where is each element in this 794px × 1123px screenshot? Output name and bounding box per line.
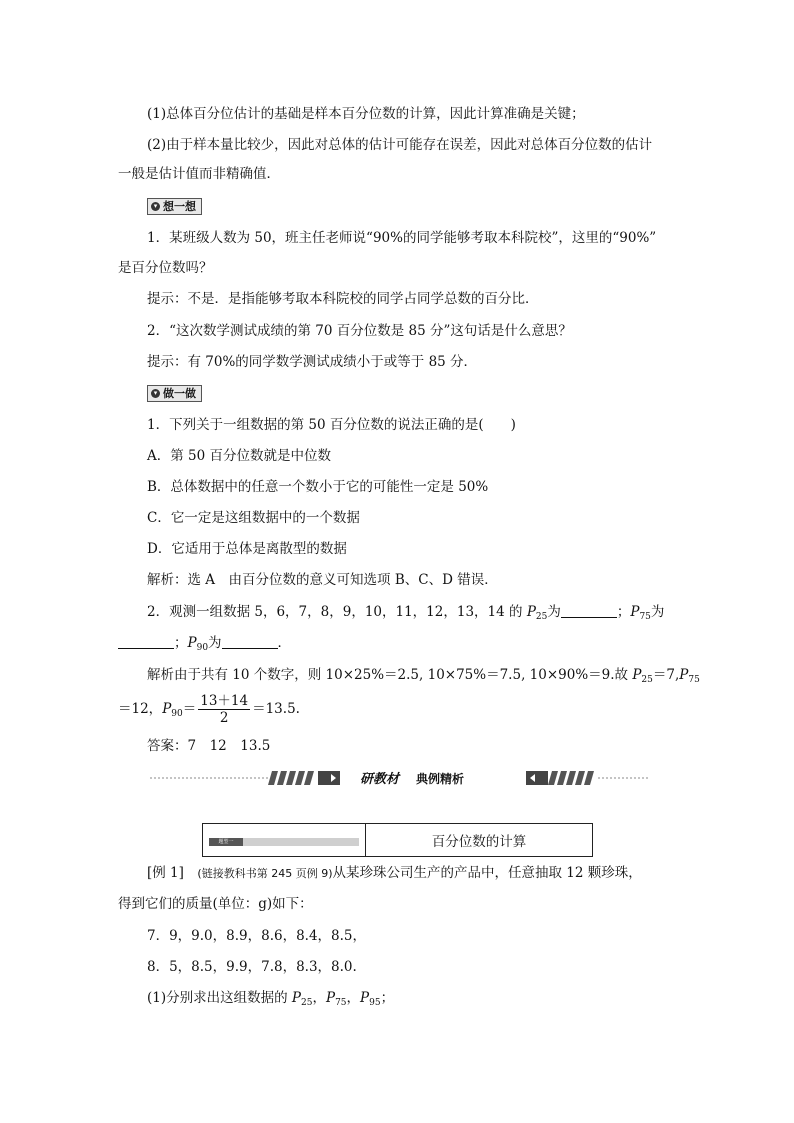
section-header-box <box>202 823 593 857</box>
note-2: (2)由于样本量比较少，因此对总体的估计可能存在误差，因此对总体百分位数的估计 <box>147 137 653 153</box>
p-symbol: P <box>291 990 302 1006</box>
p90-value: ＝13.5. <box>252 701 300 717</box>
section-banner <box>150 768 650 788</box>
banner-title-b: 典例精析 <box>416 772 465 786</box>
p25-subscript: 25 <box>301 998 313 1008</box>
note-1: (1)总体百分位估计的基础是样本百分位数的计算，因此计算准确是关键； <box>147 106 585 122</box>
p90-subscript: 90 <box>171 709 183 719</box>
practice-q2 <box>147 602 664 627</box>
example-question-1 <box>147 988 394 1013</box>
p75-value: ＝12， <box>118 701 163 717</box>
think-tag-label: 想一想 <box>163 200 196 213</box>
option-a: A．第 50 百分位数就是中位数 <box>147 448 332 464</box>
fraction <box>198 693 250 726</box>
section-title: 百分位数的计算 <box>431 834 527 850</box>
p-symbol: P <box>526 604 536 620</box>
p90-subscript: 90 <box>196 643 209 653</box>
semicolon: ； <box>174 635 188 651</box>
option-d: D．它适用于总体是离散型的数据 <box>147 541 347 557</box>
practice-solution-2-cont <box>118 690 300 733</box>
think-a1: 提示：不是．是指能够考取本科院校的同学占同学总数的百分比． <box>147 291 539 307</box>
section-badge-area <box>203 824 366 856</box>
wei-text: 为 <box>208 635 222 651</box>
p75-subscript: 75 <box>335 998 347 1008</box>
example-data-1: 7．9，9.0，8.9，8.6，8.4，8.5， <box>147 928 367 944</box>
think-a2: 提示：有 70%的同学数学测试成绩小于或等于 85 分． <box>147 354 478 370</box>
think-q1-cont: 是百分位数吗？ <box>118 260 213 276</box>
p-symbol: P <box>187 635 197 651</box>
wei-text: 为 <box>547 604 561 620</box>
example-label: [例 1] <box>147 865 184 881</box>
comma: ， <box>312 990 326 1006</box>
question-text: (1)分别求出这组数据的 <box>147 990 292 1006</box>
answer-blank-p25[interactable] <box>561 605 617 618</box>
section-badge: 题型一 <box>209 838 243 846</box>
q2-text: 2．观测一组数据 5，6，7，8，9，10，11，12，13，14 的 <box>147 604 527 620</box>
p-symbol: P <box>630 604 640 620</box>
comma: ， <box>346 990 361 1006</box>
section-badge-bar <box>209 838 359 846</box>
fraction-denominator: 2 <box>219 710 229 726</box>
practice-solution-2 <box>147 665 700 690</box>
think-tag <box>147 198 202 215</box>
answer-blank-p75[interactable] <box>118 636 174 649</box>
period: ． <box>277 635 292 651</box>
banner-arrow-right <box>526 771 548 785</box>
chevron-down-icon: ▾ <box>151 389 160 398</box>
p-symbol: P <box>325 990 336 1006</box>
p-symbol: P <box>360 990 370 1006</box>
practice-tag <box>147 385 202 402</box>
practice-solution-1: 解析：选 A 由百分位数的意义可知选项 B、C、D 错误． <box>147 572 498 588</box>
wei-text: 为 <box>650 604 665 620</box>
p75-subscript: 75 <box>639 612 651 622</box>
example-text: 从某珍珠公司生产的产品中，任意抽取 12 颗珍珠， <box>332 865 642 881</box>
practice-q2-cont <box>118 633 291 658</box>
option-c: C．它一定是这组数据中的一个数据 <box>147 510 360 526</box>
p75-subscript: 75 <box>688 675 700 685</box>
textbook-reference: (链接教科书第 245 页例 9) <box>197 867 333 880</box>
example-1 <box>147 863 642 884</box>
p25-subscript: 25 <box>535 612 548 622</box>
p-symbol: P <box>632 667 642 683</box>
chevron-down-icon: ▾ <box>151 202 160 211</box>
note-2-cont: 一般是估计值而非精确值． <box>118 166 280 182</box>
p-symbol: P <box>162 701 172 717</box>
solution-text: 解析由于共有 10 个数字，则 10×25%＝2.5, 10×75%＝7.5, 10×90%＝9.故 <box>147 667 633 683</box>
example-1-cont: 得到它们的质量(单位：g)如下： <box>118 896 313 912</box>
think-q2: 2．“这次数学测试成绩的第 70 百分位数是 85 分”这句话是什么意思？ <box>147 323 572 339</box>
equals: ＝ <box>182 701 197 717</box>
practice-answer: 答案：7 12 13.5 <box>147 738 271 754</box>
fraction-numerator: 13＋14 <box>200 693 249 709</box>
semicolon: ； <box>616 604 631 620</box>
p95-subscript: 95 <box>369 998 381 1008</box>
example-data-2: 8．5，8.5，9.9，7.8，8.3，8.0. <box>147 959 357 975</box>
p-symbol: P <box>679 667 689 683</box>
option-b: B．总体数据中的任意一个数小于它的可能性一定是 50% <box>147 479 489 495</box>
p25-subscript: 25 <box>641 675 653 685</box>
banner-title-a: 研教材 <box>360 772 400 787</box>
practice-q1: 1．下列关于一组数据的第 50 百分位数的说法正确的是( ) <box>147 417 516 433</box>
think-q1: 1．某班级人数为 50，班主任老师说“90%的同学能够考取本科院校”，这里的“90%” <box>147 230 657 246</box>
semicolon: ； <box>380 990 395 1006</box>
answer-blank-p90[interactable] <box>222 636 278 649</box>
practice-tag-label: 做一做 <box>163 387 196 400</box>
banner-arrow-left <box>318 771 340 785</box>
p25-value: ＝7, <box>652 667 680 683</box>
